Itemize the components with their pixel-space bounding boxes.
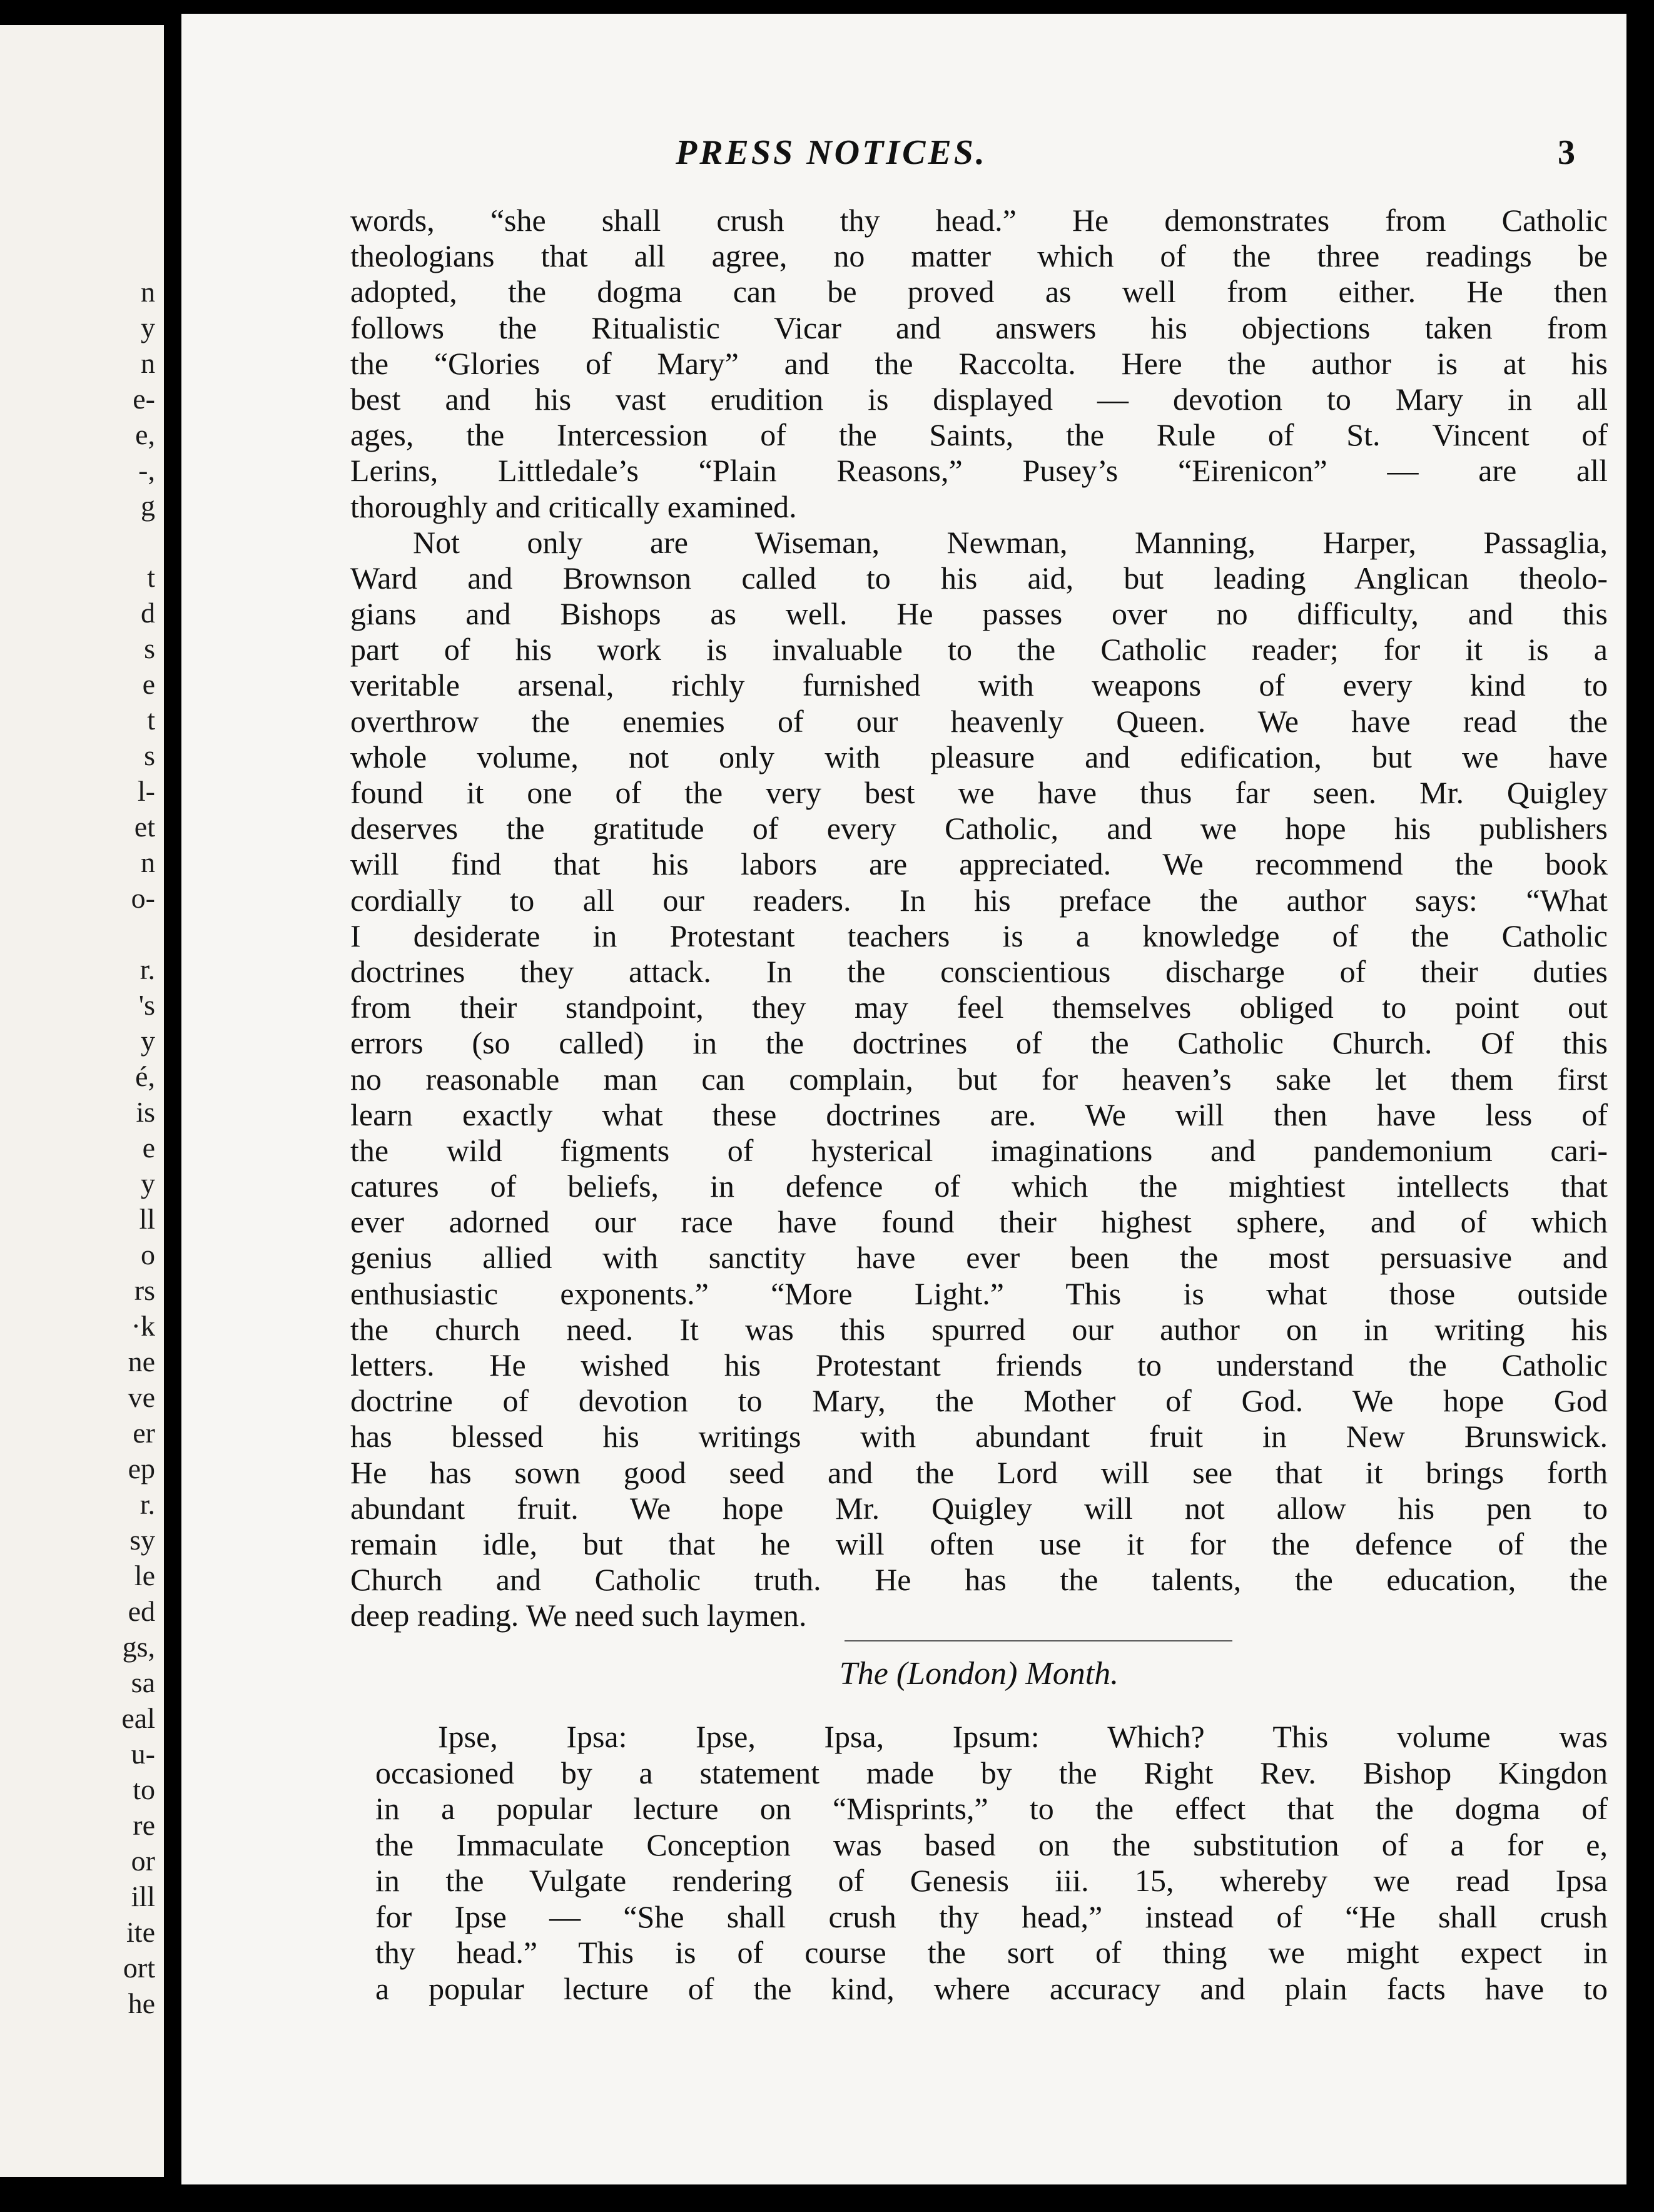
review-body xyxy=(350,203,1608,1634)
text-line: the Immaculate Conception was based on the substitution of a for e, xyxy=(375,1827,1608,1862)
text-line: no reasonable man can complain, but for heaven’s sake let them first xyxy=(350,1061,1608,1097)
left-page-fragment: r. xyxy=(140,1488,155,1520)
text-line: whole volume, not only with pleasure and edification, but we have xyxy=(350,739,1608,774)
text-line: thoroughly and critically examined. xyxy=(350,489,797,524)
text-line: Ward and Brownson called to his aid, but leading Anglican theolo- xyxy=(350,560,1608,596)
text-line: has blessed his writings with abundant fruit in New Brunswick. xyxy=(350,1419,1608,1454)
text-line: ages, the Intercession of the Saints, the Rule of St. Vincent of xyxy=(350,417,1608,453)
left-page-fragment: ·k xyxy=(131,1310,155,1342)
text-line: ever adorned our race have found their highest sphere, and of which xyxy=(350,1204,1608,1240)
text-line: follows the Ritualistic Vicar and answers his objections taken from xyxy=(350,310,1608,345)
left-page-fragment: 's xyxy=(138,989,155,1021)
left-page-fragment: re xyxy=(133,1809,155,1841)
left-page-fragment: y xyxy=(141,1025,155,1057)
left-page-fragment: o- xyxy=(131,882,155,914)
text-line: gians and Bishops as well. He passes over no difficulty, and this xyxy=(350,596,1608,632)
left-page-fragment: é, xyxy=(135,1060,155,1092)
left-page-fragment: l- xyxy=(137,775,155,807)
left-page-fragment: ite xyxy=(126,1916,155,1948)
left-page-fragment: rs xyxy=(134,1274,155,1306)
running-head: PRESS NOTICES. xyxy=(676,133,987,172)
left-page-fragment: sy xyxy=(129,1524,155,1556)
text-line: deep reading. We need such laymen. xyxy=(350,1598,807,1633)
left-page-fragment: eal xyxy=(121,1702,155,1734)
section-title: The (London) Month. xyxy=(839,1656,1119,1692)
left-page-fragment: d xyxy=(141,597,155,629)
left-page-fragment: le xyxy=(134,1560,155,1591)
text-line: adopted, the dogma can be proved as well from either. He then xyxy=(350,274,1608,310)
left-page-fragment: er xyxy=(133,1417,155,1449)
left-page-fragment: to xyxy=(133,1773,155,1805)
left-page-fragment: gs, xyxy=(122,1631,155,1663)
text-line: doctrine of devotion to Mary, the Mother of God. We hope God xyxy=(350,1383,1608,1419)
left-page-fragment: ed xyxy=(128,1595,155,1627)
left-page-fragment: et xyxy=(134,811,155,843)
text-line: in a popular lecture on “Misprints,” to the effect that the dogma of xyxy=(375,1791,1608,1826)
text-line: deserves the gratitude of every Catholic, and we hope his publishers xyxy=(350,811,1608,846)
text-line: Lerins, Littledale’s “Plain Reasons,” Pusey’s “Eirenicon” — are all xyxy=(350,453,1608,489)
text-line: I desiderate in Protestant teachers is a knowledge of the Catholic xyxy=(350,918,1608,953)
left-page-fragment: is xyxy=(136,1096,155,1128)
text-line: words, “she shall crush thy head.” He demonstrates from Catholic xyxy=(350,203,1608,238)
left-page-fragment: t xyxy=(147,704,155,736)
text-line: the wild figments of hysterical imaginations and pandemonium cari- xyxy=(350,1132,1608,1168)
left-page-fragment: t xyxy=(147,561,155,593)
text-line: best and his vast erudition is displayed — devotion to Mary in all xyxy=(350,381,1608,417)
text-line: a popular lecture of the kind, where accuracy and plain facts have to xyxy=(375,1971,1608,2006)
page-number: 3 xyxy=(1558,133,1575,172)
text-line: He has sown good seed and the Lord will see that it brings forth xyxy=(350,1454,1608,1490)
text-line: letters. He wished his Protestant friends to understand the Catholic xyxy=(350,1347,1608,1382)
left-page-fragment: sa xyxy=(131,1667,155,1698)
text-line: Church and Catholic truth. He has the talents, the education, the xyxy=(350,1562,1608,1598)
text-line: the “Glories of Mary” and the Raccolta. Here the author is at his xyxy=(350,345,1608,381)
left-page-fragment: ne xyxy=(128,1346,155,1377)
text-line: the church need. It was this spurred our author on in writing his xyxy=(350,1311,1608,1347)
previous-page-edge xyxy=(0,25,164,2177)
left-page-fragment: ort xyxy=(123,1952,155,1984)
text-line: cordially to all our readers. In his preface the author says: “What xyxy=(350,882,1608,918)
left-page-fragment: y xyxy=(141,1167,155,1199)
text-line: doctrines they attack. In the conscientious discharge of their duties xyxy=(350,953,1608,989)
text-line: thy head.” This is of course the sort of thing we might expect in xyxy=(375,1935,1608,1970)
text-line: for Ipse — “She shall crush thy head,” instead of “He shall crush xyxy=(375,1899,1608,1934)
left-page-fragment: e- xyxy=(133,383,155,415)
text-line: errors (so called) in the doctrines of the Catholic Church. Of this xyxy=(350,1025,1608,1061)
section-paragraph xyxy=(375,1719,1608,2007)
left-page-fragment: ill xyxy=(131,1880,155,1912)
left-page-fragment: u- xyxy=(131,1738,155,1770)
text-line: learn exactly what these doctrines are. We will then have less of xyxy=(350,1097,1608,1132)
left-page-fragment: ep xyxy=(128,1453,155,1484)
left-page-fragment: he xyxy=(128,1987,155,2019)
text-line: in the Vulgate rendering of Genesis iii. 15, whereby we read Ipsa xyxy=(375,1863,1608,1898)
left-page-fragment: s xyxy=(144,632,155,664)
text-line: Not only are Wiseman, Newman, Manning, Harper, Passaglia, xyxy=(413,524,1608,560)
left-page-fragment: e xyxy=(142,668,155,700)
left-page-fragment: -, xyxy=(138,454,155,486)
text-line: enthusiastic exponents.” “More Light.” This is what those outside xyxy=(350,1276,1608,1311)
left-page-fragment: g xyxy=(141,490,155,522)
left-page-fragment: y xyxy=(141,312,155,343)
text-line: theologians that all agree, no matter which of the three readings be xyxy=(350,238,1608,274)
section-divider xyxy=(845,1640,1232,1641)
left-page-fragment: n xyxy=(141,276,155,308)
left-page-fragment: s xyxy=(144,739,155,771)
paragraph-2 xyxy=(350,525,1608,1634)
text-line: overthrow the enemies of our heavenly Queen. We have read the xyxy=(350,703,1608,739)
left-page-fragment: ve xyxy=(128,1381,155,1413)
page xyxy=(181,14,1626,2184)
left-page-fragment: n xyxy=(141,846,155,878)
left-page-fragment: o xyxy=(141,1239,155,1271)
text-line: found it one of the very best we have thus far seen. Mr. Quigley xyxy=(350,775,1608,810)
left-page-fragment: e, xyxy=(135,419,155,450)
left-page-fragment: n xyxy=(141,347,155,379)
left-page-fragment: or xyxy=(131,1845,155,1877)
text-line: remain idle, but that he will often use it for the defence of the xyxy=(350,1526,1608,1561)
text-line: veritable arsenal, richly furnished with weapons of every kind to xyxy=(350,667,1608,703)
left-page-fragment: ll xyxy=(139,1203,155,1235)
text-line: abundant fruit. We hope Mr. Quigley will not allow his pen to xyxy=(350,1490,1608,1526)
text-line: part of his work is invaluable to the Catholic reader; for it is a xyxy=(350,632,1608,667)
text-line: Ipse, Ipsa: Ipse, Ipsa, Ipsum: Which? This volume was xyxy=(438,1719,1608,1754)
text-line: catures of beliefs, in defence of which the mightiest intellects that xyxy=(350,1169,1608,1204)
left-page-fragment: r. xyxy=(140,953,155,985)
paragraph-1 xyxy=(350,203,1608,525)
left-page-fragment: e xyxy=(142,1132,155,1164)
text-line: occasioned by a statement made by the Right Rev. Bishop Kingdon xyxy=(375,1755,1608,1790)
text-line: from their standpoint, they may feel themselves obliged to point out xyxy=(350,990,1608,1025)
text-line: genius allied with sanctity have ever been the most persuasive and xyxy=(350,1240,1608,1276)
text-line: will find that his labors are appreciated. We recommend the book xyxy=(350,846,1608,882)
